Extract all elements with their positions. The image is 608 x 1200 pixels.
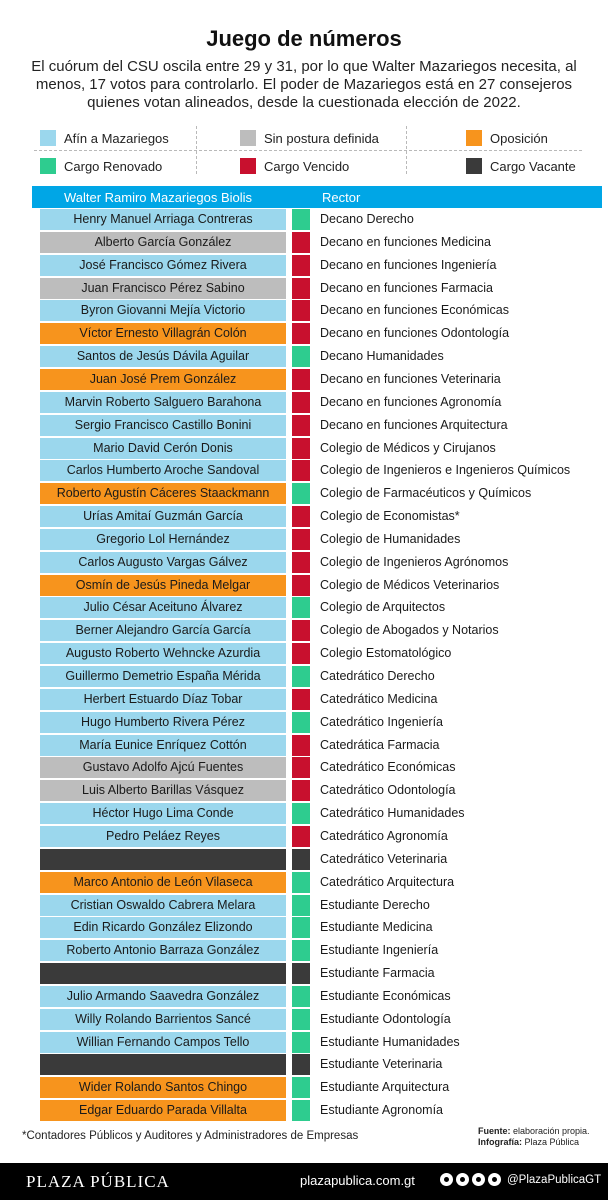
table-row xyxy=(0,1100,608,1121)
member-name: Roberto Antonio Barraza González xyxy=(40,940,286,961)
table-row xyxy=(0,529,608,550)
status-marker xyxy=(292,392,310,413)
legend-divider xyxy=(196,126,197,174)
member-name: Juan José Prem González xyxy=(40,369,286,390)
member-name: Guillermo Demetrio España Mérida xyxy=(40,666,286,687)
member-name: Julio César Aceituno Álvarez xyxy=(40,597,286,618)
member-position: Colegio de Economistas* xyxy=(320,509,460,524)
legend-divider xyxy=(34,150,582,151)
legend-item-vacante xyxy=(466,156,576,176)
legend-divider xyxy=(406,126,407,174)
member-position: Colegio de Médicos y Cirujanos xyxy=(320,440,496,455)
member-name: Marvin Roberto Salguero Barahona xyxy=(40,392,286,413)
table-row xyxy=(0,803,608,824)
member-position: Catedrático Económicas xyxy=(320,760,456,775)
status-marker xyxy=(292,849,310,870)
member-name: María Eunice Enríquez Cottón xyxy=(40,735,286,756)
facebook-icon[interactable] xyxy=(488,1173,501,1186)
member-name: Berner Alejandro García García xyxy=(40,620,286,641)
member-position: Catedrático Humanidades xyxy=(320,806,465,821)
status-marker xyxy=(292,552,310,573)
status-marker xyxy=(292,872,310,893)
footer-bar xyxy=(0,1163,608,1200)
member-position: Estudiante Arquitectura xyxy=(320,1080,450,1095)
member-position: Estudiante Ingeniería xyxy=(320,943,439,958)
member-name: Urías Amitaí Guzmán García xyxy=(40,506,286,527)
table-row xyxy=(0,872,608,893)
table-row xyxy=(0,1077,608,1098)
member-name xyxy=(40,849,286,870)
member-name: Pedro Peláez Reyes xyxy=(40,826,286,847)
member-position: Decano Derecho xyxy=(320,212,414,226)
status-marker xyxy=(292,620,310,641)
status-marker xyxy=(292,1054,310,1075)
member-name: Gregorio Lol Hernández xyxy=(40,529,286,550)
status-marker xyxy=(292,666,310,687)
red-swatch xyxy=(240,158,256,174)
member-position: Catedrático Medicina xyxy=(320,691,438,706)
table-row xyxy=(0,712,608,733)
legend-label: Afín a Mazariegos xyxy=(64,130,169,146)
table-row xyxy=(0,986,608,1007)
member-name xyxy=(40,963,286,984)
table-row xyxy=(0,323,608,344)
member-name: Sergio Francisco Castillo Bonini xyxy=(40,415,286,436)
member-name: Roberto Agustín Cáceres Staackmann xyxy=(40,483,286,504)
member-position: Catedrático Odontología xyxy=(320,783,456,798)
member-name: Luis Alberto Barillas Vásquez xyxy=(40,780,286,801)
member-position: Decano en funciones Farmacia xyxy=(320,280,494,295)
legend-item-afin xyxy=(40,128,169,148)
member-position: Catedrático Arquitectura xyxy=(320,874,455,889)
member-name: Osmín de Jesús Pineda Melgar xyxy=(40,575,286,596)
status-marker xyxy=(292,735,310,756)
status-marker xyxy=(292,415,310,436)
status-marker xyxy=(292,597,310,618)
table-row xyxy=(0,1054,608,1075)
gray-swatch xyxy=(240,130,256,146)
page-title: Juego de números xyxy=(206,26,402,51)
legend-label: Oposición xyxy=(490,130,548,146)
member-position: Estudiante Agronomía xyxy=(320,1103,443,1118)
member-position: Estudiante Económicas xyxy=(320,988,451,1003)
light-blue-swatch xyxy=(40,130,56,146)
legend-item-renovado xyxy=(40,156,162,176)
member-position: Decano en funciones Arquitectura xyxy=(320,417,508,432)
member-name: Mario David Cerón Donis xyxy=(40,438,286,459)
status-marker xyxy=(292,346,310,367)
table-row xyxy=(0,963,608,984)
member-position: Colegio de Ingenieros Agrónomos xyxy=(320,554,509,569)
member-name: Henry Manuel Arriaga Contreras xyxy=(40,209,286,230)
orange-swatch xyxy=(466,130,482,146)
table-row xyxy=(0,849,608,870)
member-position: Colegio Estomatológico xyxy=(320,646,452,661)
table-row xyxy=(0,826,608,847)
member-position: Estudiante Derecho xyxy=(320,897,430,912)
status-marker xyxy=(292,278,310,299)
table-row xyxy=(0,689,608,710)
table-row xyxy=(0,597,608,618)
member-position: Colegio de Ingenieros e Ingenieros Químicos xyxy=(320,463,571,478)
credits xyxy=(478,1126,590,1148)
status-marker xyxy=(292,780,310,801)
status-marker xyxy=(292,1009,310,1030)
status-marker xyxy=(292,232,310,253)
member-name: Wider Rolando Santos Chingo xyxy=(40,1077,286,1098)
member-position: Estudiante Farmacia xyxy=(320,966,435,981)
member-name: Byron Giovanni Mejía Victorio xyxy=(40,300,286,321)
table-row xyxy=(0,392,608,413)
status-marker xyxy=(292,826,310,847)
table-row xyxy=(0,552,608,573)
table-row xyxy=(0,917,608,938)
member-name: Cristian Oswaldo Cabrera Melara xyxy=(40,895,286,916)
table-row xyxy=(0,255,608,276)
member-name: Alberto García González xyxy=(40,232,286,253)
table-row xyxy=(0,483,608,504)
member-name: Gustavo Adolfo Ajcú Fuentes xyxy=(40,757,286,778)
status-marker xyxy=(292,940,310,961)
table-row xyxy=(0,575,608,596)
footnote: *Contadores Públicos y Auditores y Administradores de Empresas xyxy=(22,1130,359,1142)
dark-swatch xyxy=(466,158,482,174)
member-name: Santos de Jesús Dávila Aguilar xyxy=(40,346,286,367)
member-position: Colegio de Humanidades xyxy=(320,531,461,546)
member-position: Catedrática Farmacia xyxy=(320,737,440,752)
table-row xyxy=(0,460,608,481)
member-name: Héctor Hugo Lima Conde xyxy=(40,803,286,824)
legend-label: Cargo Renovado xyxy=(64,158,163,174)
member-position: Decano en funciones Odontología xyxy=(320,326,510,341)
table-row xyxy=(0,438,608,459)
member-name: Augusto Roberto Wehncke Azurdia xyxy=(40,643,286,664)
member-name: Willian Fernando Campos Tello xyxy=(40,1032,286,1053)
source-label: Fuente: xyxy=(478,1126,511,1136)
status-marker xyxy=(292,255,310,276)
status-marker xyxy=(292,963,310,984)
legend-item-vencido xyxy=(240,156,349,176)
member-position: Colegio de Médicos Veterinarios xyxy=(320,577,500,592)
table-row xyxy=(0,735,608,756)
member-position: Decano en funciones Económicas xyxy=(320,303,510,318)
table-row xyxy=(0,666,608,687)
member-position: Decano en funciones Agronomía xyxy=(320,394,502,409)
table-row xyxy=(0,1032,608,1053)
member-position: Decano Humanidades xyxy=(320,349,444,364)
x-icon[interactable] xyxy=(472,1173,485,1186)
member-position: Catedrático Agronomía xyxy=(320,828,448,843)
legend xyxy=(34,122,582,178)
legend-label: Cargo Vencido xyxy=(264,158,350,174)
threads-icon[interactable] xyxy=(440,1173,453,1186)
table-row xyxy=(0,346,608,367)
member-name: Hugo Humberto Rivera Pérez xyxy=(40,712,286,733)
status-marker xyxy=(292,300,310,321)
table-row xyxy=(0,780,608,801)
table-row xyxy=(0,232,608,253)
legend-item-sin-postura xyxy=(240,128,379,148)
status-marker xyxy=(292,1100,310,1121)
intro-paragraph: El cuórum del CSU oscila entre 29 y 31, por lo que Walter Mazariegos necesita, al menos, 17 votos para controlarlo. El poder de Mazariegos está en 27 consejeros quienes votan alineados, desde la cuestionada elección de 2022. xyxy=(31,58,577,111)
instagram-icon[interactable] xyxy=(456,1173,469,1186)
rector-row xyxy=(32,186,602,208)
table-row xyxy=(0,940,608,961)
member-name: Carlos Augusto Vargas Gálvez xyxy=(40,552,286,573)
member-name: José Francisco Gómez Rivera xyxy=(40,255,286,276)
status-marker xyxy=(292,803,310,824)
status-marker xyxy=(292,689,310,710)
member-position: Catedrático Derecho xyxy=(320,669,435,683)
member-position: Colegio de Abogados y Notarios xyxy=(320,623,499,638)
member-name: Edin Ricardo González Elizondo xyxy=(40,917,286,938)
legend-label: Sin postura definida xyxy=(264,130,379,146)
member-position: Decano en funciones Medicina xyxy=(320,234,491,249)
social-handle[interactable]: @PlazaPublicaGT xyxy=(507,1173,602,1186)
status-marker xyxy=(292,712,310,733)
table-row xyxy=(0,643,608,664)
member-name: Edgar Eduardo Parada Villalta xyxy=(40,1100,286,1121)
member-position: Estudiante Humanidades xyxy=(320,1034,460,1049)
infographic-value: Plaza Pública xyxy=(522,1137,580,1147)
member-name: Víctor Ernesto Villagrán Colón xyxy=(40,323,286,344)
table-row xyxy=(0,1009,608,1030)
member-position: Decano en funciones Veterinaria xyxy=(320,371,501,386)
member-position: Estudiante Medicina xyxy=(320,920,433,935)
site-link[interactable]: plazapublica.com.gt xyxy=(300,1173,415,1188)
table-row xyxy=(0,369,608,390)
status-marker xyxy=(292,1077,310,1098)
member-name: Julio Armando Saavedra González xyxy=(40,986,286,1007)
status-marker xyxy=(292,986,310,1007)
table-row xyxy=(0,620,608,641)
table-row xyxy=(0,415,608,436)
source-value: elaboración propia. xyxy=(510,1126,590,1136)
status-marker xyxy=(292,1032,310,1053)
legend-label: Cargo Vacante xyxy=(490,158,576,174)
social-links xyxy=(440,1173,601,1186)
status-marker xyxy=(292,483,310,504)
status-marker xyxy=(292,323,310,344)
member-name: Willy Rolando Barrientos Sancé xyxy=(40,1009,286,1030)
member-name: Carlos Humberto Aroche Sandoval xyxy=(40,460,286,481)
table-row xyxy=(0,757,608,778)
status-marker xyxy=(292,438,310,459)
member-name: Juan Francisco Pérez Sabino xyxy=(40,278,286,299)
green-swatch xyxy=(40,158,56,174)
table-row xyxy=(0,895,608,916)
table-row xyxy=(0,209,608,230)
status-marker xyxy=(292,209,310,230)
status-marker xyxy=(292,895,310,916)
member-position: Catedrático Ingeniería xyxy=(320,714,443,729)
member-position: Estudiante Odontología xyxy=(320,1011,451,1026)
status-marker xyxy=(292,529,310,550)
rector-position: Rector xyxy=(322,190,361,205)
member-position: Colegio de Arquitectos xyxy=(320,600,446,615)
member-name: Marco Antonio de León Vilaseca xyxy=(40,872,286,893)
member-name xyxy=(40,1054,286,1075)
infographic-label: Infografía: xyxy=(478,1137,522,1147)
status-marker xyxy=(292,369,310,390)
member-position: Colegio de Farmacéuticos y Químicos xyxy=(320,486,532,501)
member-name: Herbert Estuardo Díaz Tobar xyxy=(40,689,286,710)
member-position: Estudiante Veterinaria xyxy=(320,1057,443,1072)
table-row xyxy=(0,278,608,299)
status-marker xyxy=(292,757,310,778)
status-marker xyxy=(292,460,310,481)
rector-name: Walter Ramiro Mazariegos Biolis xyxy=(63,190,253,205)
plaza-publica-logo[interactable]: PLAZA PÚBLICA xyxy=(26,1172,170,1191)
member-position: Catedrático Veterinaria xyxy=(320,851,448,866)
status-marker xyxy=(292,575,310,596)
status-marker xyxy=(292,506,310,527)
table-row xyxy=(0,506,608,527)
status-marker xyxy=(292,917,310,938)
member-position: Decano en funciones Ingeniería xyxy=(320,257,497,272)
table-row xyxy=(0,300,608,321)
legend-item-oposicion xyxy=(466,128,548,148)
status-marker xyxy=(292,643,310,664)
